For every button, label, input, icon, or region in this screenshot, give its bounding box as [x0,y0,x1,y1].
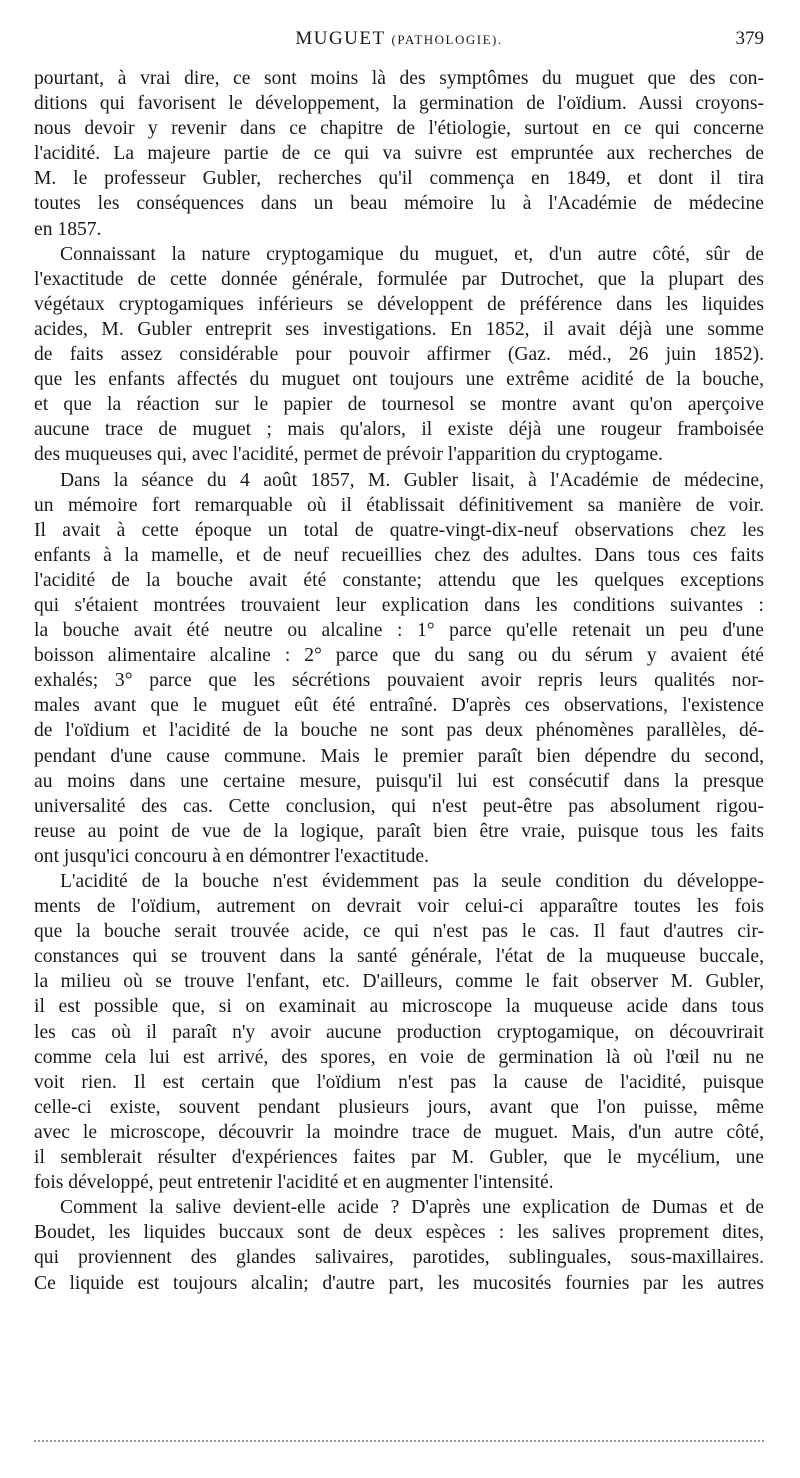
running-title [34,28,764,50]
text-line: que les enfants affectés du muguet ont toujours une extrême acidité de la bouche, [34,369,764,391]
text-line: un mémoire fort remarquable où il établissait définitivement sa manière de voir. [34,494,764,516]
text-line: de faits assez considérable pour pouvoir affirmer (Gaz. méd., 26 juin 1852). [34,344,764,366]
text-line: aucune trace de muguet ; mais qu'alors, il existe déjà une rougeur framboisée [34,419,764,441]
text-line: pourtant, à vrai dire, ce sont moins là des symptômes du muguet que des con- [34,68,764,89]
text-line: Il avait à cette époque un total de quatre-vingt-dix-neuf observations chez les [34,519,764,541]
paragraph-first-line: Dans la séance du 4 août 1857, M. Gubler lisait, à l'Académie de médecine, [60,469,764,491]
text-line: males avant que le muguet eût été entraîné. D'après ces observations, l'existence [34,695,764,717]
text-line: qui proviennent des glandes salivaires, parotides, sublinguales, sous-maxillaires. [34,1247,764,1269]
text-line: acides, M. Gubler entreprit ses investigations. En 1852, il avait déjà une somme [34,318,764,340]
book-page [34,28,764,1296]
text-line: la milieu où se trouve l'enfant, etc. D'ailleurs, comme le fait observer M. Gubler, [34,971,764,993]
text-line: fois développé, peut entretenir l'acidité et en augmenter l'intensité. [34,1172,554,1194]
paragraph-first-line: L'acidité de la bouche n'est évidemment pas la seule condition du développe- [60,871,764,892]
text-line: l'acidité de la bouche avait été constante; attendu que les quelques exceptions [34,569,764,591]
text-line: nous devoir y revenir dans ce chapitre de l'étiologie, surtout en ce qui concerne [34,118,764,140]
paragraph-first-line: Connaissant la nature cryptogamique du muguet, et, d'un autre côté, sûr de [60,243,764,265]
text-line: boisson alimentaire alcaline : 2° parce que du sang ou du sérum y avaient été [34,645,764,667]
running-title-section: (PATHOLOGIE). [391,32,503,47]
running-header [34,28,764,66]
text-line: et que la réaction sur le papier de tournesol se montre avant qu'on aperçoive [34,394,764,416]
text-line: ments de l'oïdium, autrement on devrait voir celui-ci apparaître toutes les fois [34,896,764,918]
text-line: M. le professeur Gubler, recherches qu'il commença en 1849, et dont il tira [34,168,764,190]
text-line: ditions qui favorisent le développement, la germination de l'oïdium. Aussi croyons- [34,93,764,115]
text-line: végétaux cryptogamiques inférieurs se développent de préférence dans les liquides [34,293,764,315]
text-line: qui s'étaient montrées trouvaient leur explication dans les conditions suivantes : [34,594,764,616]
text-line: enfants à la mamelle, et de neuf recueillies chez des adultes. Dans tous ces faits [34,544,764,566]
text-line: Ce liquide est toujours alcalin; d'autre part, les mucosités fournies par les autres [34,1272,764,1294]
text-line: ont jusqu'ici concouru à en démontrer l'exactitude. [34,845,429,867]
text-line: avec le microscope, découvrir la moindre trace de muguet. Mais, d'un autre côté, [34,1121,764,1143]
text-line: au moins dans une certaine mesure, puisqu'il lui est consécutif dans la presque [34,770,764,792]
text-line: universalité des cas. Cette conclusion, qui n'est peut-être pas absolument rigou- [34,795,764,817]
text-line: celle-ci existe, souvent pendant plusieurs jours, avant que l'on puisse, même [34,1096,764,1118]
footer-dotted-rule [34,1440,764,1444]
text-line: comme cela lui est arrivé, des spores, en voie de germination là où l'œil nu ne [34,1046,764,1068]
page-number: 379 [735,28,764,49]
text-line: de l'oïdium et l'acidité de la bouche ne sont pas deux phénomènes parallèles, dé- [34,720,764,742]
text-line: il est possible que, si on examinait au microscope la muqueuse acide dans tous [34,996,764,1018]
text-line: l'acidité. La majeure partie de ce qui va suivre est empruntée aux recherches de [34,143,764,165]
text-line: Boudet, les liquides buccaux sont de deux espèces : les salives proprement dites, [34,1222,764,1244]
body-text [34,66,764,1296]
text-line: que la bouche serait trouvée acide, ce qui n'est pas le cas. Il faut d'autres cir- [34,921,764,943]
text-line: il semblerait résulter d'expériences faites par M. Gubler, que le mycélium, une [34,1147,764,1169]
running-title-word: MUGUET [295,28,386,49]
paragraph-first-line: Comment la salive devient-elle acide ? D'après une explication de Dumas et de [60,1197,764,1219]
text-line: des muqueuses qui, avec l'acidité, permet de prévoir l'apparition du cryptogame. [34,444,663,466]
text-line: l'exactitude de cette donnée générale, formulée par Dutrochet, que la plupart des [34,268,764,290]
text-line: exhalés; 3° parce que les sécrétions pouvaient avoir repris leurs qualités nor- [34,670,764,692]
text-line: la bouche avait été neutre ou alcaline : 1° parce qu'elle retenait un peu d'une [34,620,764,642]
text-line: en 1857. [34,218,102,240]
text-line: pendant d'une cause commune. Mais le premier paraît bien dépendre du second, [34,745,764,767]
text-line: les cas où il paraît n'y avoir aucune production cryptogamique, on découvrirait [34,1021,764,1043]
text-line: constances qui se trouvent dans la santé générale, l'état de la muqueuse buccale, [34,946,764,968]
text-line: voit rien. Il est certain que l'oïdium n'est pas la cause de l'acidité, puisque [34,1071,764,1093]
text-line: toutes les conséquences dans un beau mémoire lu à l'Académie de médecine [34,193,764,215]
text-line: reuse au point de vue de la logique, paraît bien être vraie, puisque tous les faits [34,820,764,842]
